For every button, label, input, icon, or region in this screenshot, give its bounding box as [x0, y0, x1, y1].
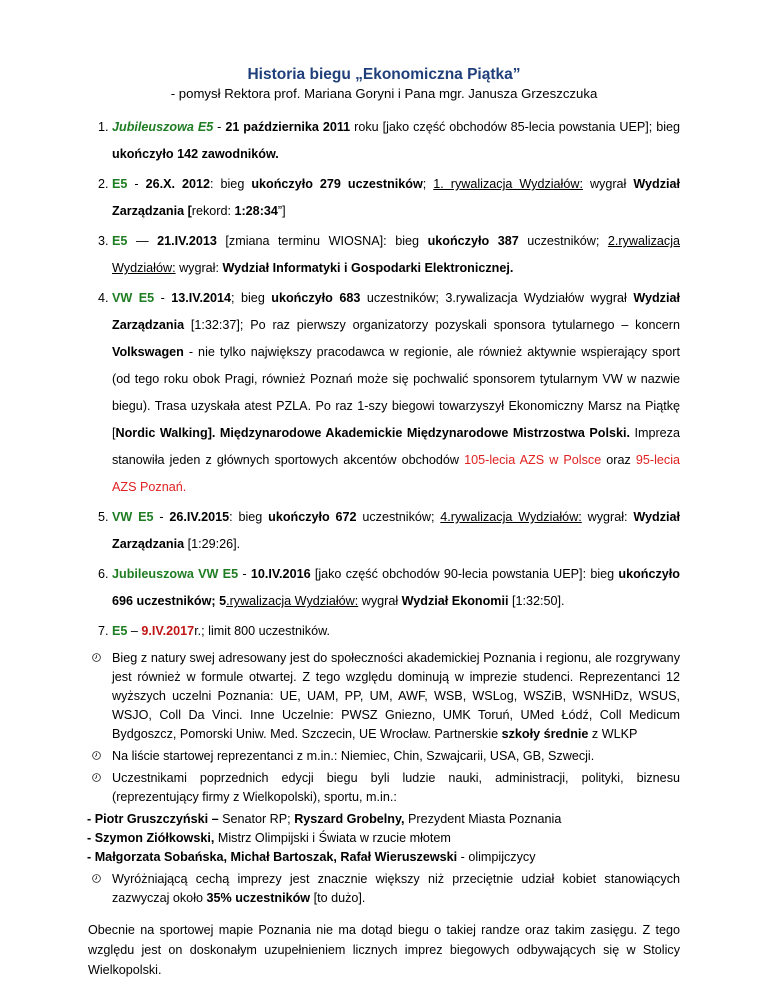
list-item: 7. E5 – 9.IV.2017r.; limit 800 uczestników.: [112, 618, 680, 645]
list-item: 2. E5 - 26.X. 2012: bieg ukończyło 279 uczestników; 1. rywalizacja Wydziałów: wygrał Wydział Zarządzania [rekord: 1:28:34”]: [112, 171, 680, 225]
participant-line: - Piotr Gruszczyński – Senator RP; Ryszard Grobelny, Prezydent Miasta Poznania: [87, 812, 562, 826]
notable-participants: [87, 810, 680, 867]
page-subtitle: - pomysł Rektora prof. Mariana Goryni i Pana mgr. Janusza Grzeszczuka: [170, 86, 598, 101]
list-item: 5. VW E5 - 26.IV.2015: bieg ukończyło 672 uczestników; 4.rywalizacja Wydziałów: wygrał: Wydział Zarządzania [1:29:26].: [112, 504, 680, 558]
list-item: Na liście startowej reprezentanci z m.in.: Niemiec, Chin, Szwajcarii, USA, GB, Szwecji.: [112, 747, 680, 766]
clock-icon: [92, 773, 101, 782]
participant-line: - Małgorzata Sobańska, Michał Bartoszak, Rafał Wieruszewski - olimpijczycy: [87, 850, 536, 864]
history-list: [88, 114, 680, 645]
clock-icon: [92, 653, 101, 662]
list-item: 3. E5 — 21.IV.2013 [zmiana terminu WIOSNA]: bieg ukończyło 387 uczestników; 2.rywalizacja Wydziałów: wygrał: Wydział Informatyki i Gospodarki Elektronicznej.: [112, 228, 680, 282]
closing-paragraph: Obecnie na sportowej mapie Poznania nie ma dotąd biegu o takiej randze oraz takim zasięgu. Z tego względu jest on doskonałym uzupełnieniem licznych imprez biegowych odbywających się w Stolicy Wielkopolski.: [88, 923, 680, 977]
final-bullet: [88, 870, 680, 908]
list-item: Uczestnikami poprzednich edycji biegu byli ludzie nauki, administracji, polityki, biznesu (reprezentujący firmy z Wielkopolski), sportu, m.in.:: [112, 769, 680, 807]
list-item: 1. Jubileuszowa E5 - 21 października 2011 roku [jako część obchodów 85-lecia powstania UEP]; bieg ukończyło 142 zawodników.: [112, 114, 680, 168]
detail-bullets: [88, 649, 680, 807]
clock-icon: [92, 874, 101, 883]
page-title: Historia biegu „Ekonomiczna Piątka”: [247, 66, 521, 83]
list-item: 4. VW E5 - 13.IV.2014; bieg ukończyło 683 uczestników; 3.rywalizacja Wydziałów wygrał Wydział Zarządzania [1:32:37]; Po raz pierwszy organizatorzy pozyskali sponsora tytularnego – koncern Volkswagen - nie tylko największy pracodawca w regionie, ale również aktywnie wspierający sport (od tego roku obok Pragi, również Poznań może się pochwalić sponsorem tytularnym VW w nazwie biegu). Trasa uzyskała atest PZLA. Po raz 1-szy biegowi towarzyszył Ekonomiczny Marsz na Piątkę [Nordic Walking]. Międzynarodowe Akademickie Międzynarodowe Mistrzostwa Polski. Impreza stanowiła jeden z głównych sportowych akcentów obchodów 105-lecia AZS w Polsce oraz 95-lecia AZS Poznań.: [112, 285, 680, 501]
list-item: Wyróżniającą cechą imprezy jest znacznie większy niż przeciętnie udział kobiet stanowiących zazwyczaj około 35% uczestników [to dużo].: [112, 870, 680, 908]
list-item: Bieg z natury swej adresowany jest do społeczności akademickiej Poznania i regionu, ale rozgrywany jest również w formule otwartej. Z tego względu dominują w imprezie studenci. Reprezentanci 12 wyższych uczelni Poznania: UE, UAM, PP, UM, AWF, WSB, WSLog, WSZiB, WSNHiDz, WSUS, WSJO, Coll Da Vinci. Inne Uczelnie: PWSZ Gniezno, UMK Toruń, UMed Łódź, Coll Medicum Bydgoszcz, Pomorski Uniw. Med. Szczecin, UE Wrocław. Partnerskie szkoły średnie z WLKP: [112, 649, 680, 744]
list-item: 6. Jubileuszowa VW E5 - 10.IV.2016 [jako część obchodów 90-lecia powstania UEP]: bieg ukończyło 696 uczestników; 5.rywalizacja Wydziałów: wygrał Wydział Ekonomii [1:32:50].: [112, 561, 680, 615]
clock-icon: [92, 751, 101, 760]
participant-line: - Szymon Ziółkowski, Mistrz Olimpijski i Świata w rzucie młotem: [87, 831, 451, 845]
